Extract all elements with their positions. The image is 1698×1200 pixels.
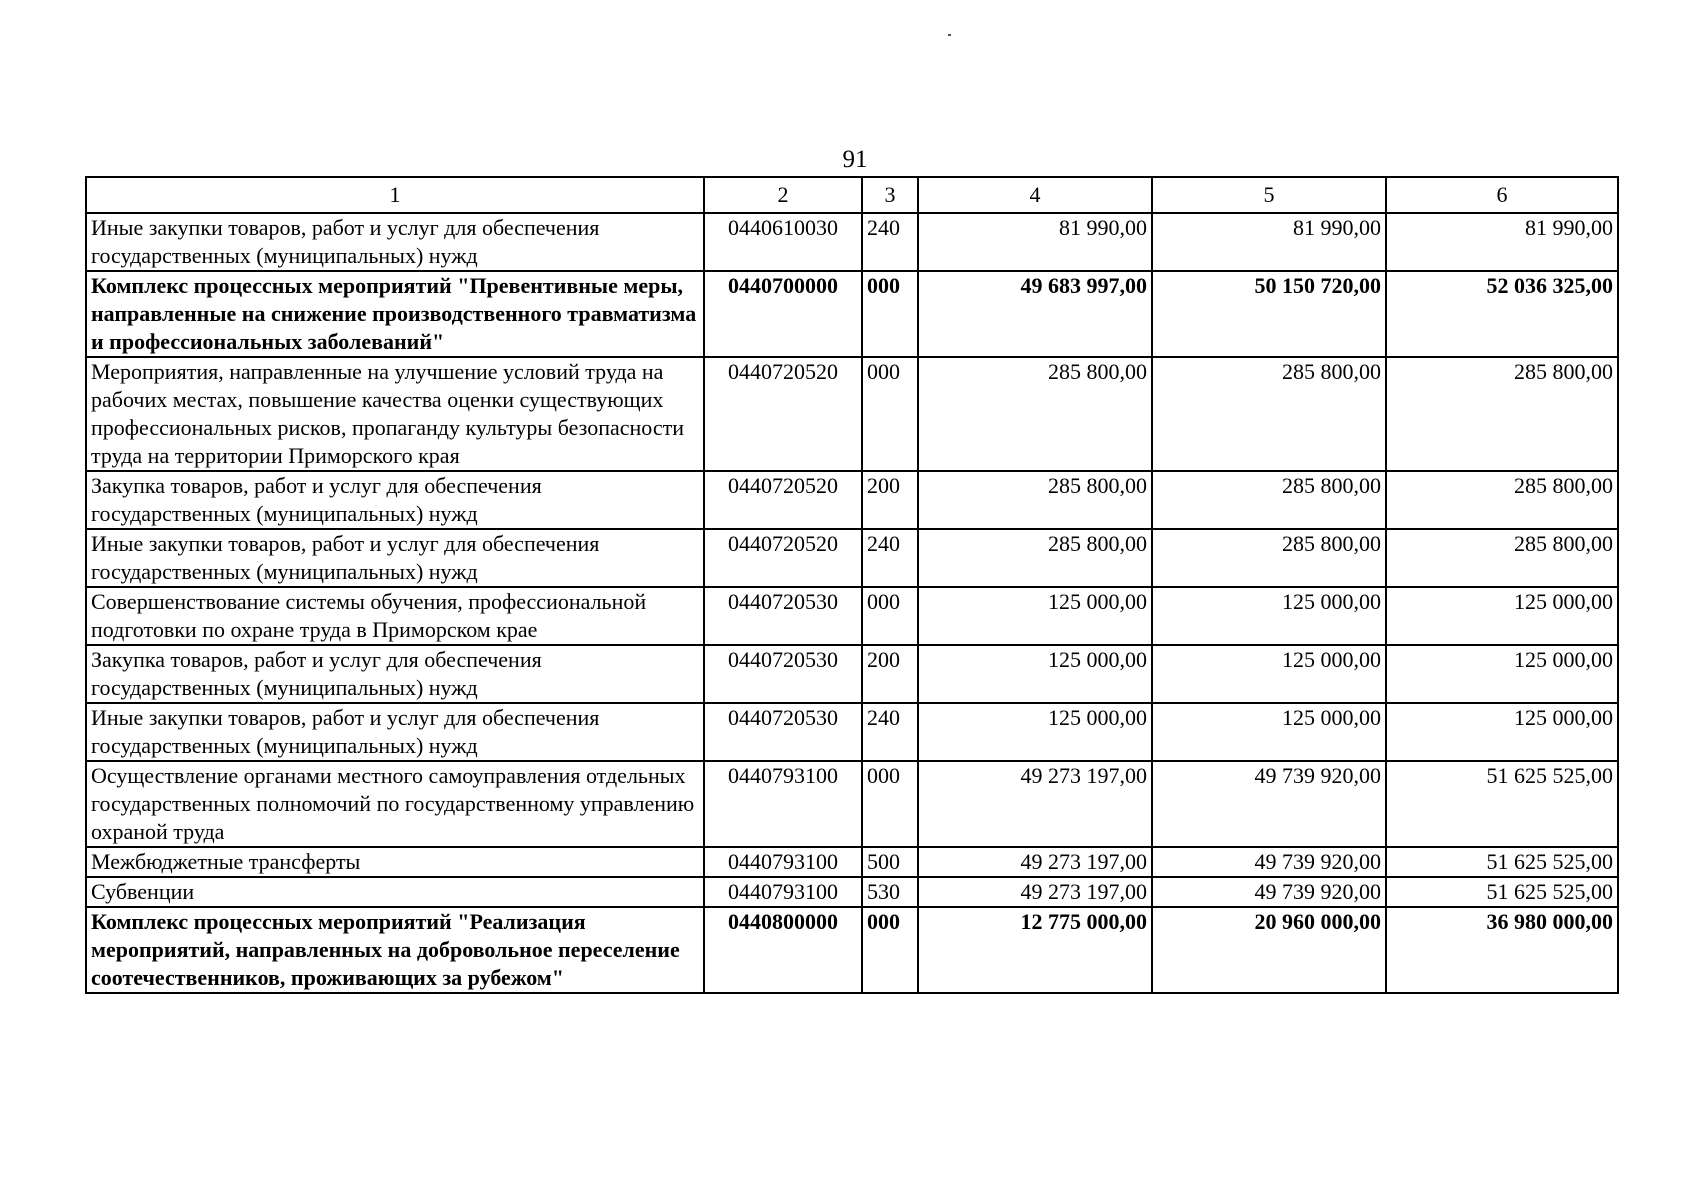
row-value-4-cell: 125 000,00 <box>918 703 1152 761</box>
row-value-4-cell: 12 775 000,00 <box>918 907 1152 993</box>
row-value-5-cell: 125 000,00 <box>1152 645 1386 703</box>
table-row <box>86 761 1618 847</box>
row-name-cell: Осуществление органами местного самоуправления отдельных государственных полномочий по государственному управлению охраной труда <box>86 761 704 847</box>
row-value-6-cell: 51 625 525,00 <box>1386 847 1618 877</box>
row-name-cell: Совершенствование системы обучения, профессиональной подготовки по охране труда в Приморском крае <box>86 587 704 645</box>
row-type-cell: 240 <box>862 703 918 761</box>
row-value-5-cell: 81 990,00 <box>1152 213 1386 271</box>
row-value-6-cell: 81 990,00 <box>1386 213 1618 271</box>
row-code-cell: 0440793100 <box>704 847 862 877</box>
page-number: 91 <box>842 146 868 173</box>
row-value-5-cell: 49 739 920,00 <box>1152 761 1386 847</box>
row-value-5-cell: 49 739 920,00 <box>1152 847 1386 877</box>
row-name-cell: Субвенции <box>86 877 704 907</box>
row-type-cell: 500 <box>862 847 918 877</box>
row-value-4-cell: 49 273 197,00 <box>918 847 1152 877</box>
row-code-cell: 0440720520 <box>704 529 862 587</box>
row-value-4-cell: 285 800,00 <box>918 529 1152 587</box>
table-row <box>86 357 1618 471</box>
row-name-cell: Межбюджетные трансферты <box>86 847 704 877</box>
row-name-cell: Комплекс процессных мероприятий "Реализация мероприятий, направленных на добровольное переселение соотечественников, проживающих за рубежом" <box>86 907 704 993</box>
table-row <box>86 213 1618 271</box>
header-cell-2: 2 <box>704 177 862 213</box>
row-name-cell: Закупка товаров, работ и услуг для обеспечения государственных (муниципальных) нужд <box>86 471 704 529</box>
row-value-6-cell: 125 000,00 <box>1386 645 1618 703</box>
row-name-cell: Мероприятия, направленные на улучшение условий труда на рабочих местах, повышение качества оценки существующих профессиональных рисков, пропаганду культуры безопасности труда на территории Приморского края <box>86 357 704 471</box>
table-row <box>86 907 1618 993</box>
row-code-cell: 0440793100 <box>704 761 862 847</box>
row-name-cell: Иные закупки товаров, работ и услуг для обеспечения государственных (муниципальных) нужд <box>86 529 704 587</box>
row-value-5-cell: 285 800,00 <box>1152 471 1386 529</box>
table-row <box>86 703 1618 761</box>
row-code-cell: 0440720520 <box>704 471 862 529</box>
row-type-cell: 000 <box>862 907 918 993</box>
row-code-cell: 0440793100 <box>704 877 862 907</box>
row-value-4-cell: 49 273 197,00 <box>918 761 1152 847</box>
row-value-4-cell: 285 800,00 <box>918 471 1152 529</box>
row-name-cell: Иные закупки товаров, работ и услуг для обеспечения государственных (муниципальных) нужд <box>86 213 704 271</box>
row-code-cell: 0440720520 <box>704 357 862 471</box>
table-row <box>86 877 1618 907</box>
row-value-4-cell: 125 000,00 <box>918 587 1152 645</box>
table-row <box>86 471 1618 529</box>
row-code-cell: 0440610030 <box>704 213 862 271</box>
scan-speck <box>948 34 951 36</box>
row-value-6-cell: 285 800,00 <box>1386 529 1618 587</box>
header-row <box>86 177 1618 213</box>
row-type-cell: 000 <box>862 357 918 471</box>
table-row <box>86 587 1618 645</box>
row-type-cell: 000 <box>862 587 918 645</box>
row-value-5-cell: 125 000,00 <box>1152 587 1386 645</box>
row-value-4-cell: 49 683 997,00 <box>918 271 1152 357</box>
table-row <box>86 645 1618 703</box>
row-code-cell: 0440700000 <box>704 271 862 357</box>
row-value-4-cell: 125 000,00 <box>918 645 1152 703</box>
row-value-6-cell: 125 000,00 <box>1386 703 1618 761</box>
row-name-cell: Иные закупки товаров, работ и услуг для обеспечения государственных (муниципальных) нужд <box>86 703 704 761</box>
row-name-cell: Закупка товаров, работ и услуг для обеспечения государственных (муниципальных) нужд <box>86 645 704 703</box>
row-value-4-cell: 49 273 197,00 <box>918 877 1152 907</box>
row-code-cell: 0440720530 <box>704 703 862 761</box>
row-type-cell: 200 <box>862 471 918 529</box>
row-value-4-cell: 81 990,00 <box>918 213 1152 271</box>
table-row <box>86 529 1618 587</box>
row-value-5-cell: 50 150 720,00 <box>1152 271 1386 357</box>
row-value-5-cell: 285 800,00 <box>1152 529 1386 587</box>
table-row <box>86 271 1618 357</box>
row-name-cell: Комплекс процессных мероприятий "Превентивные меры, направленные на снижение производственного травматизма и профессиональных заболеваний" <box>86 271 704 357</box>
row-code-cell: 0440720530 <box>704 587 862 645</box>
table-row <box>86 847 1618 877</box>
row-value-4-cell: 285 800,00 <box>918 357 1152 471</box>
row-type-cell: 240 <box>862 213 918 271</box>
row-value-5-cell: 285 800,00 <box>1152 357 1386 471</box>
row-code-cell: 0440720530 <box>704 645 862 703</box>
row-type-cell: 530 <box>862 877 918 907</box>
row-value-5-cell: 49 739 920,00 <box>1152 877 1386 907</box>
row-type-cell: 240 <box>862 529 918 587</box>
row-type-cell: 000 <box>862 271 918 357</box>
row-value-6-cell: 51 625 525,00 <box>1386 761 1618 847</box>
row-value-6-cell: 125 000,00 <box>1386 587 1618 645</box>
row-type-cell: 000 <box>862 761 918 847</box>
row-value-6-cell: 36 980 000,00 <box>1386 907 1618 993</box>
header-cell-5: 5 <box>1152 177 1386 213</box>
header-cell-6: 6 <box>1386 177 1618 213</box>
row-value-6-cell: 51 625 525,00 <box>1386 877 1618 907</box>
header-cell-3: 3 <box>862 177 918 213</box>
row-value-5-cell: 125 000,00 <box>1152 703 1386 761</box>
table-body <box>86 213 1618 993</box>
row-value-5-cell: 20 960 000,00 <box>1152 907 1386 993</box>
row-value-6-cell: 285 800,00 <box>1386 357 1618 471</box>
row-value-6-cell: 285 800,00 <box>1386 471 1618 529</box>
row-code-cell: 0440800000 <box>704 907 862 993</box>
header-cell-4: 4 <box>918 177 1152 213</box>
header-cell-1: 1 <box>86 177 704 213</box>
row-value-6-cell: 52 036 325,00 <box>1386 271 1618 357</box>
budget-table <box>85 176 1619 994</box>
row-type-cell: 200 <box>862 645 918 703</box>
